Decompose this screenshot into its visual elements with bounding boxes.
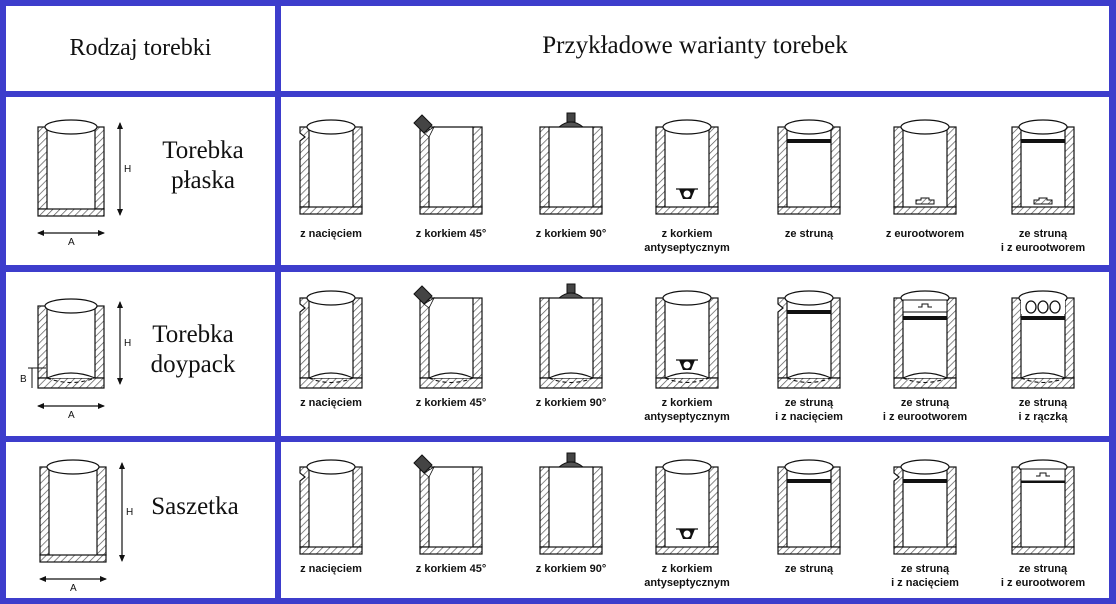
height-label: H: [124, 338, 132, 349]
variant-caption: ze struną i z eurootworem: [1000, 228, 1086, 254]
bag-zip-euro-icon: [1012, 460, 1074, 554]
variant-caption: z korkiem antyseptycznym: [644, 563, 730, 589]
zip-strip-icon: [903, 479, 947, 483]
bag-cork90-icon: [540, 113, 602, 214]
variant-caption: z korkiem 90°: [535, 228, 607, 240]
row-label-sachet: Saszetka: [151, 493, 239, 520]
bag-cork45-icon: [414, 455, 482, 554]
row-label-flat: Torebka płaska: [162, 137, 244, 194]
width-label: A: [68, 237, 75, 248]
handle-hole-icon: [1026, 301, 1036, 313]
euro-hole-icon: [1021, 469, 1065, 481]
bag-zip-icon: [778, 120, 840, 214]
bag-notch-icon: [300, 120, 362, 214]
bag-antiseptic-icon: [656, 460, 718, 554]
variant-caption: ze struną i z eurootworem: [882, 397, 968, 423]
bag-zip-handle-icon: [1012, 291, 1074, 388]
bag-cork45-icon: [414, 115, 482, 214]
variant-caption: z nacięciem: [300, 228, 362, 240]
height-label: H: [126, 507, 134, 518]
zip-strip-icon: [903, 316, 947, 320]
bag-cork90-icon: [540, 453, 602, 554]
zip-strip-icon: [787, 139, 831, 143]
handle-hole-icon: [1050, 301, 1060, 313]
bag-type-doypack-icon: [20, 299, 131, 421]
cork-90-icon: [567, 453, 575, 462]
cork-90-icon: [567, 284, 575, 293]
variant-caption: z korkiem 45°: [415, 397, 487, 409]
header-variants: Przykładowe warianty torebek: [281, 6, 1109, 91]
variant-caption: z korkiem 90°: [535, 397, 607, 409]
zip-strip-icon: [1021, 139, 1065, 143]
variant-caption: z korkiem antyseptycznym: [644, 397, 730, 423]
variant-caption: ze struną: [784, 228, 834, 240]
bag-cork45-icon: [414, 286, 482, 388]
width-label: A: [70, 583, 77, 594]
variant-caption: z korkiem antyseptycznym: [644, 228, 730, 254]
variant-caption: z nacięciem: [300, 397, 362, 409]
variant-caption: z korkiem 90°: [535, 563, 607, 575]
bag-antiseptic-icon: [656, 291, 718, 388]
euro-hole-icon: [916, 198, 934, 204]
bag-euro-icon: [894, 120, 956, 214]
variant-caption: ze struną i z nacięciem: [891, 563, 959, 589]
handle-hole-icon: [1038, 301, 1048, 313]
euro-hole-icon: [1034, 198, 1052, 204]
bag-type-sachet-icon: [39, 460, 133, 594]
zip-strip-icon: [1021, 316, 1065, 320]
zip-strip-icon: [787, 479, 831, 483]
bag-zip-icon: [778, 460, 840, 554]
bag-cork90-icon: [540, 284, 602, 388]
header-bag-type: Rodzaj torebki: [6, 6, 275, 91]
bag-notch-icon: [300, 460, 362, 554]
cork-90-icon: [567, 113, 575, 122]
variant-caption: ze struną i z eurootworem: [1000, 563, 1086, 589]
row-label-doypack: Torebka doypack: [150, 321, 236, 378]
variant-caption: z nacięciem: [300, 563, 362, 575]
variant-caption: ze struną i z nacięciem: [775, 397, 843, 423]
gusset-label: B: [20, 374, 27, 385]
bag-zip-euro-icon: [1012, 120, 1074, 214]
variant-caption: ze struną i z rączką: [1018, 397, 1068, 423]
width-label: A: [68, 410, 75, 421]
zip-strip-icon: [787, 310, 831, 314]
bag-notch-icon: [300, 291, 362, 388]
variant-caption: z korkiem 45°: [415, 228, 487, 240]
variant-caption: z eurootworem: [885, 228, 965, 240]
variant-caption: z korkiem 45°: [415, 563, 487, 575]
bag-zip-notch-icon: [778, 291, 840, 388]
variant-caption: ze struną: [784, 563, 834, 575]
bag-antiseptic-icon: [656, 120, 718, 214]
bag-type-flat-icon: [37, 120, 131, 248]
bag-zip-euro-icon: [894, 291, 956, 388]
bag-zip-notch-icon: [894, 460, 956, 554]
height-label: H: [124, 164, 132, 175]
euro-hole-icon: [903, 300, 947, 312]
